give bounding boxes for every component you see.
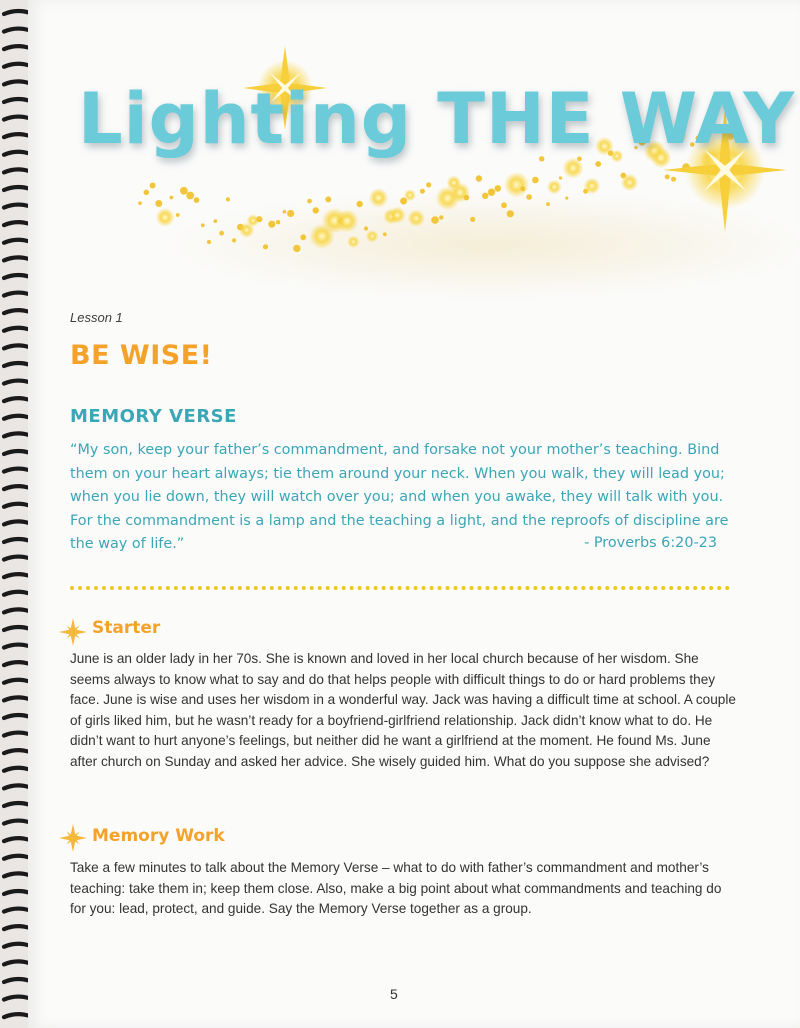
sparkle-dot bbox=[431, 216, 439, 224]
sparkle-dot bbox=[565, 197, 568, 200]
sparkle-dot bbox=[364, 226, 368, 230]
lesson-title: BE WISE! bbox=[70, 340, 213, 371]
sparkle-dot bbox=[156, 208, 175, 227]
sparkle-dot bbox=[407, 210, 425, 228]
sparkle-dot bbox=[547, 180, 562, 195]
dotted-divider bbox=[70, 586, 730, 590]
sparkle-dot bbox=[300, 234, 306, 240]
sparkle-dot bbox=[383, 232, 387, 236]
sparkle-dot bbox=[495, 185, 502, 192]
starter-heading: Starter bbox=[92, 618, 161, 638]
sparkle-dot bbox=[476, 175, 482, 181]
sparkle-dot bbox=[325, 196, 331, 202]
sparkle-dot bbox=[671, 177, 676, 182]
sparkle-dot bbox=[263, 244, 268, 249]
sparkle-dot bbox=[186, 192, 194, 200]
sparkle-dot bbox=[426, 182, 431, 187]
sparkle-dot bbox=[420, 189, 425, 194]
sparkle-dot bbox=[268, 221, 275, 228]
sparkle-dot bbox=[366, 230, 379, 243]
sparkle-dot bbox=[307, 199, 312, 204]
sparkle-dot bbox=[584, 178, 601, 195]
memory-work-text: Take a few minutes to talk about the Memory Verse – what to do with father’s commandment and mother’s teaching: take them in; keep them close. Also, make a big point about what commandments and teaching do for you: lead, protect, and guide. Say the Memory Verse together as a group. bbox=[70, 860, 722, 916]
sparkle-dot bbox=[665, 174, 670, 179]
sparkle-dot bbox=[439, 215, 443, 219]
sparkle-dot bbox=[293, 245, 300, 252]
sparkle-dot bbox=[504, 172, 530, 198]
sparkle-dot bbox=[138, 201, 142, 205]
sparkle-dot bbox=[404, 189, 416, 201]
sparkle-dot bbox=[283, 210, 287, 214]
sparkle-dot bbox=[226, 197, 230, 201]
sparkle-dot bbox=[520, 186, 525, 191]
sparkle-dot bbox=[313, 207, 319, 213]
sparkle-dot bbox=[357, 201, 363, 207]
sparkle-dot bbox=[219, 231, 224, 236]
sparkle-dot bbox=[621, 174, 639, 192]
sparkle-dot bbox=[470, 217, 475, 222]
sparkle-dot bbox=[559, 176, 562, 179]
sparkle-dot bbox=[526, 194, 532, 200]
starter-text: June is an older lady in her 70s. She is known and loved in her local church because of her wisdom. She seems always to know what to say and do that helps people with difficult things to do or hard problems they face. June is wise and uses her wisdom in a wonderful way. Jack was having a difficult time at school. A couple of girls liked him, but he wasn’t ready for a boyfriend-girlfriend relationship. Jack didn’t know what to do. He didn’t want to hurt anyone’s feelings, but neither did he want a girlfriend at the moment. He found Ms. June after church on Sunday and asked her advice. She wisely guided him. What do you suppose she advised? bbox=[70, 651, 736, 769]
sparkle-star-icon bbox=[58, 823, 88, 853]
sparkle-dot bbox=[256, 216, 262, 222]
sparkle-dot bbox=[482, 193, 488, 199]
sparkle-dot bbox=[336, 209, 359, 232]
sparkle-dot bbox=[213, 219, 217, 223]
memory-verse-text: “My son, keep your father’s commandment, and forsake not your mother’s teaching. Bind them on your heart always; tie them around your neck. When you walk, they will lead you; when you lie down, they will watch over you; and when you awake, they will talk with you. For the commandment is a lamp and the teaching a light, and the reproofs of discipline are the way of life.” bbox=[70, 442, 729, 552]
sparkle-dot bbox=[464, 195, 470, 201]
sparkle-dot bbox=[389, 207, 406, 224]
sparkle-dot bbox=[595, 161, 601, 167]
sparkle-dot bbox=[347, 236, 359, 248]
sparkle-dot bbox=[144, 190, 150, 196]
sparkle-dot bbox=[194, 197, 200, 203]
sparkle-dot bbox=[287, 210, 294, 217]
sparkle-dot bbox=[369, 188, 389, 208]
sparkle-dot bbox=[546, 202, 550, 206]
sparkle-dot bbox=[176, 213, 180, 217]
sparkle-star-icon bbox=[58, 617, 88, 647]
sparkle-dot bbox=[507, 210, 514, 217]
memory-verse-reference: - Proverbs 6:20-23 bbox=[584, 535, 717, 551]
sparkle-dot bbox=[501, 202, 507, 208]
sparkle-dot bbox=[532, 177, 539, 184]
sparkle-dot bbox=[180, 187, 188, 195]
sparkle-dot bbox=[170, 196, 174, 200]
memory-verse-heading: MEMORY VERSE bbox=[70, 406, 237, 427]
sparkle-dot bbox=[207, 240, 211, 244]
sparkle-dot bbox=[232, 238, 236, 242]
sparkle-dot bbox=[150, 183, 156, 189]
sparkle-dot bbox=[488, 189, 495, 196]
sparkle-dot bbox=[276, 220, 280, 224]
page-number: 5 bbox=[390, 986, 398, 1002]
memory-work-heading: Memory Work bbox=[92, 826, 225, 846]
page-title: Lighting THE WAY bbox=[78, 78, 796, 160]
sparkle-dot bbox=[155, 200, 162, 207]
sparkle-dot bbox=[201, 223, 205, 227]
lesson-number: Lesson 1 bbox=[70, 310, 123, 325]
